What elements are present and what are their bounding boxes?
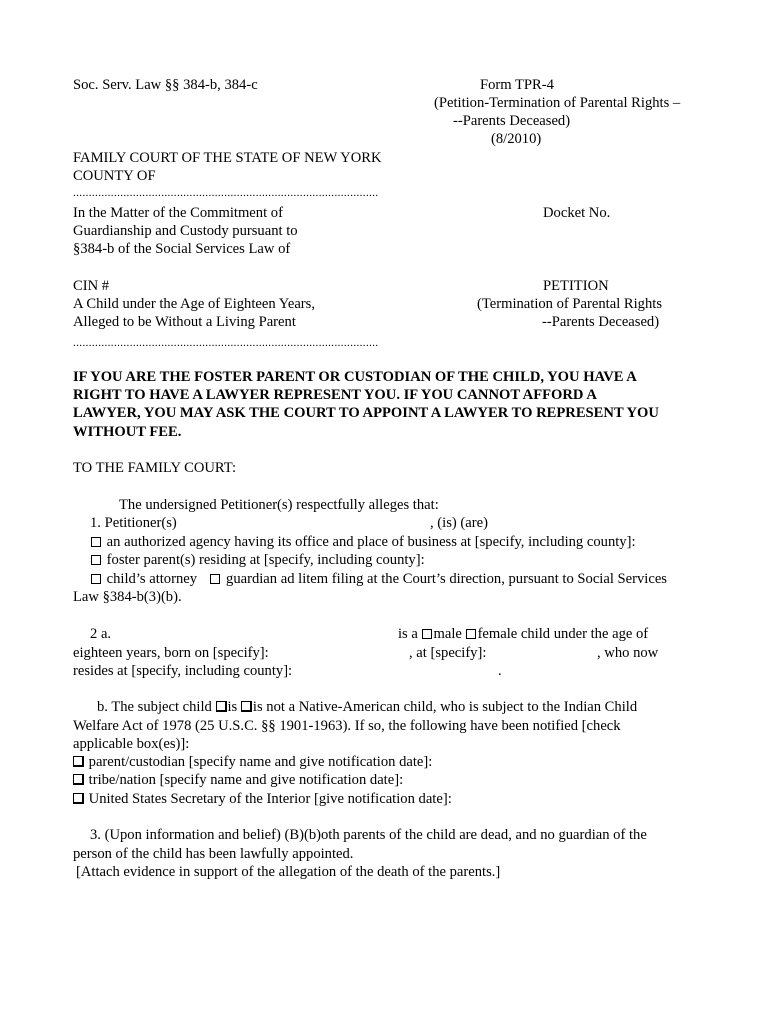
is-label: is — [227, 699, 238, 715]
is-not-label: is not a Native-American child, who is subject to the Indian Child — [252, 699, 638, 715]
birth-place-label: , at [specify]: — [409, 645, 487, 661]
petition-heading: PETITION — [543, 278, 609, 294]
female-label: female child under the age of — [477, 626, 649, 642]
petition-subtitle-2: --Parents Deceased) — [542, 314, 660, 330]
notice-line-4: WITHOUT FEE. — [73, 424, 182, 440]
native-american-line — [97, 700, 637, 715]
who-now-text: , who now — [597, 645, 659, 661]
tribe-nation-checkbox[interactable] — [73, 774, 84, 785]
petition-subtitle-1: (Termination of Parental Rights — [477, 296, 663, 312]
notice-line-1: IF YOU ARE THE FOSTER PARENT OR CUSTODIAN OF THE CHILD, YOU HAVE A — [73, 369, 637, 385]
matter-line-1: In the Matter of the Commitment of — [73, 205, 283, 221]
notice-line-2: RIGHT TO HAVE A LAWYER REPRESENT YOU. IF YOU CANNOT AFFORD A — [73, 387, 597, 403]
court-name: FAMILY COURT OF THE STATE OF NEW YORK — [73, 150, 382, 166]
agency-option-label: an authorized agency having its office and place of business at [specify, including county]: — [106, 534, 636, 550]
secretary-interior-label: United States Secretary of the Interior [give notification date]: — [88, 791, 452, 807]
secretary-interior-checkbox[interactable] — [73, 793, 84, 804]
childs-attorney-checkbox[interactable] — [91, 574, 101, 584]
residence-label: resides at [specify, including county]: — [73, 663, 293, 679]
option-foster-parent — [91, 553, 425, 568]
county-label: COUNTY OF — [73, 168, 156, 184]
matter-line-3: §384-b of the Social Services Law of — [73, 241, 291, 257]
option-childs-attorney — [91, 572, 667, 587]
petitioner-is-are: , (is) (are) — [430, 515, 488, 531]
caption-divider-top: ................................................................................................. — [73, 188, 379, 199]
notify-secretary-interior — [73, 792, 452, 807]
child-line-2: Alleged to be Without a Living Parent — [73, 314, 296, 330]
agency-checkbox[interactable] — [91, 537, 101, 547]
intro-statement: The undersigned Petitioner(s) respectfully alleges that: — [119, 497, 439, 513]
petitioner-label: 1. Petitioner(s) — [90, 515, 177, 531]
notice-line-3: LAWYER, YOU MAY ASK THE COURT TO APPOINT A LAWYER TO REPRESENT YOU — [73, 405, 659, 421]
subject-child-text: b. The subject child — [97, 699, 212, 715]
is-native-checkbox[interactable] — [216, 701, 227, 712]
parent-custodian-label: parent/custodian [specify name and give notification date]: — [88, 754, 433, 770]
icwa-line-3: applicable box(es)]: — [73, 736, 190, 752]
parent-custodian-checkbox[interactable] — [73, 756, 84, 767]
paragraph-3-line-3: [Attach evidence in support of the allegation of the death of the parents.] — [76, 864, 501, 880]
form-title-line-1: (Petition-Termination of Parental Rights – — [434, 95, 681, 111]
is-a-text: is a — [398, 626, 418, 642]
paragraph-3-line-2: person of the child has been lawfully appointed. — [73, 846, 354, 862]
docket-label: Docket No. — [543, 205, 611, 221]
male-checkbox[interactable] — [422, 629, 432, 639]
residence-period: . — [498, 663, 502, 679]
paragraph-2a-label: 2 a. — [90, 626, 112, 642]
cin-label: CIN # — [73, 278, 110, 294]
guardian-ad-litem-label: guardian ad litem filing at the Court’s direction, pursuant to Social Services — [226, 571, 667, 587]
form-title-line-2: --Parents Deceased) — [453, 113, 571, 129]
to-court-salutation: TO THE FAMILY COURT: — [73, 460, 237, 476]
male-label: male — [433, 626, 462, 642]
form-number: Form TPR-4 — [480, 77, 554, 93]
foster-parent-option-label: foster parent(s) residing at [specify, including county]: — [106, 552, 425, 568]
foster-parent-checkbox[interactable] — [91, 555, 101, 565]
caption-divider-bottom: ................................................................................................. — [73, 338, 379, 349]
birth-date-label: eighteen years, born on [specify]: — [73, 645, 269, 661]
female-checkbox[interactable] — [466, 629, 476, 639]
notify-tribe-nation — [73, 773, 403, 788]
child-line-1: A Child under the Age of Eighteen Years, — [73, 296, 315, 312]
icwa-line-2: Welfare Act of 1978 (25 U.S.C. §§ 1901-1963). If so, the following have been notified [check — [73, 718, 621, 734]
tribe-nation-label: tribe/nation [specify name and give notification date]: — [88, 772, 404, 788]
option-authorized-agency — [91, 535, 636, 550]
is-not-native-checkbox[interactable] — [241, 701, 252, 712]
law-citation: Law §384-b(3)(b). — [73, 589, 182, 605]
paragraph-3-line-1: 3. (Upon information and belief) (B)(b)oth parents of the child are dead, and no guardian of the — [90, 827, 647, 843]
guardian-ad-litem-checkbox[interactable] — [210, 574, 220, 584]
form-date: (8/2010) — [491, 131, 542, 147]
matter-line-2: Guardianship and Custody pursuant to — [73, 223, 298, 239]
childs-attorney-label: child’s attorney — [106, 571, 198, 587]
notify-parent-custodian — [73, 755, 432, 770]
statute-reference: Soc. Serv. Law §§ 384-b, 384-c — [73, 77, 258, 93]
child-sex-line — [398, 627, 648, 642]
